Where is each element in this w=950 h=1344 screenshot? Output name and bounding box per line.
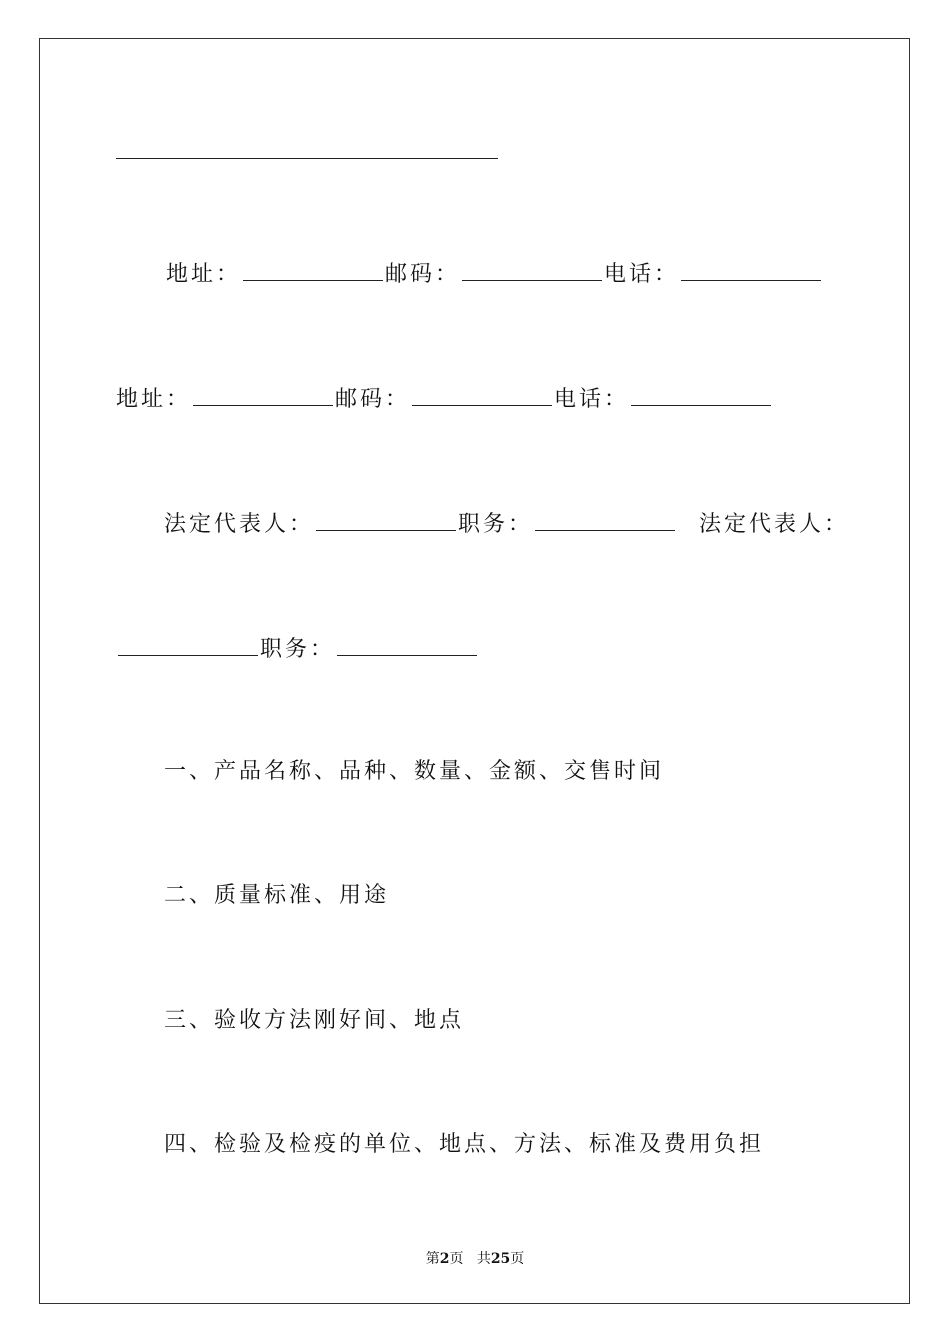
address-row-party-b (116, 385, 773, 414)
address-blank[interactable] (243, 260, 383, 281)
page-border (39, 38, 910, 1304)
section-heading-2: 二、质量标准、用途 (164, 883, 390, 908)
page-footer (0, 1248, 950, 1268)
phone-label: 电话： (554, 387, 630, 412)
legal-rep-label-2: 法定代表人： (699, 512, 850, 537)
footer-total-prefix: 共 (476, 1251, 491, 1267)
zip-blank[interactable] (462, 260, 602, 281)
phone-label: 电话： (604, 262, 680, 287)
footer-prefix: 第 (425, 1251, 440, 1267)
zip-blank[interactable] (412, 385, 552, 406)
legal-rep-blank[interactable] (316, 510, 456, 531)
total-page-count: 25 (490, 1251, 511, 1267)
address-label: 地址： (166, 262, 242, 287)
representative-row-1 (164, 510, 849, 539)
signature-blank-line (116, 158, 498, 159)
section-heading-4: 四、检验及检疫的单位、地点、方法、标准及费用负担 (164, 1132, 765, 1157)
job-title-label: 职务： (458, 512, 534, 537)
address-blank[interactable] (193, 385, 333, 406)
section-heading-3: 三、验收方法刚好间、地点 (164, 1008, 465, 1033)
job-title-label-2: 职务： (260, 637, 336, 662)
zip-label: 邮码： (385, 262, 461, 287)
section-heading-1: 一、产品名称、品种、数量、金额、交售时间 (164, 759, 665, 784)
phone-blank[interactable] (631, 385, 771, 406)
job-title-blank[interactable] (535, 510, 675, 531)
zip-label: 邮码： (335, 387, 411, 412)
address-row-party-a (166, 260, 823, 289)
footer-total-suffix: 页 (510, 1251, 525, 1267)
phone-blank[interactable] (681, 260, 821, 281)
current-page-number: 2 (439, 1251, 450, 1267)
job-title-blank-2[interactable] (337, 635, 477, 656)
legal-rep-label: 法定代表人： (164, 512, 315, 537)
legal-rep-blank-2[interactable] (118, 635, 258, 656)
footer-page-word: 页 (449, 1251, 464, 1267)
address-label: 地址： (116, 387, 192, 412)
representative-row-2 (116, 635, 479, 664)
